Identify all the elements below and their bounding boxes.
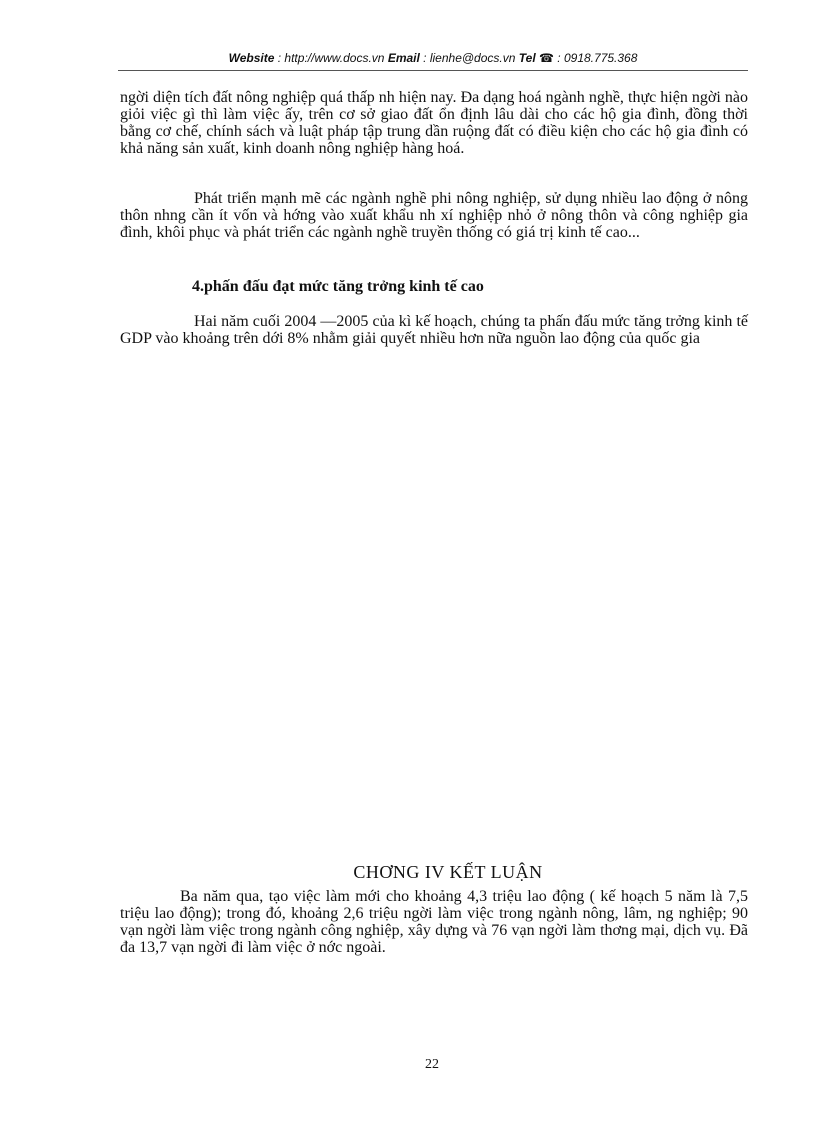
tel-number: 0918.775.368 — [563, 51, 638, 65]
tel-separator: : — [553, 51, 564, 65]
page-number: 22 — [425, 1057, 439, 1072]
chapter-title: CHƠNG IV KẾT LUẬN — [353, 862, 543, 882]
section-heading-4: 4.phấn đấu đạt mức tăng trởng kinh tế cao — [192, 278, 484, 295]
page-header — [118, 50, 748, 66]
website-separator: : — [274, 51, 285, 65]
header-divider — [118, 70, 748, 71]
email-label: Email — [387, 51, 420, 65]
email-separator: : — [419, 51, 430, 65]
paragraph-growth-target: Hai năm cuối 2004 —2005 của kì kế hoạch, chúng ta phấn đấu mức tăng trởng kinh tế GDP vào khoảng trên dới 8% nhằm giải quyết nhiều hơn nữa nguồn lao động của quốc gia — [120, 313, 748, 347]
paragraph-non-agricultural: Phát triển mạnh mẽ các ngành nghề phi nông nghiệp, sử dụng nhiều lao động ở nông thôn nhng cần ít vốn và hớng vào xuất khẩu nh xí nghiệp nhỏ ở nông thôn và công nghiệp gia đình, khôi phục và phát triển các ngành nghề truyền thống có giá trị kinh tế cao... — [120, 190, 748, 241]
tel-label: Tel — [518, 51, 536, 65]
phone-icon: ☎ — [539, 51, 554, 65]
paragraph-land-use: ngời diện tích đất nông nghiệp quá thấp nh hiện nay. Đa dạng hoá ngành nghề, thực hiện ngời nào giỏi việc gì thì làm việc ấy, trên cơ sở giao đất ổn định lâu dài cho các hộ gia đình, đồng thời bằng cơ chế, chính sách và luật pháp tập trung dần ruộng đất có điều kiện cho các hộ gia đình có khả năng sản xuất, kinh doanh nông nghiệp hàng hoá. — [120, 89, 748, 157]
website-url: http://www.docs.vn — [284, 51, 385, 65]
email-address: lienhe@docs.vn — [429, 51, 516, 65]
paragraph-conclusion: Ba năm qua, tạo việc làm mới cho khoảng 4,3 triệu lao động ( kế hoạch 5 năm là 7,5 triệu lao động); trong đó, khoảng 2,6 triệu ngời làm việc trong ngành nông, lâm, ng nghiệp; 90 vạn ngời làm việc trong ngành công nghiệp, xây dựng và 76 vạn ngời làm thơng mại, dịch vụ. Đã đa 13,7 vạn ngời đi làm việc ở nớc ngoài. — [120, 888, 748, 956]
website-label: Website — [228, 51, 275, 65]
